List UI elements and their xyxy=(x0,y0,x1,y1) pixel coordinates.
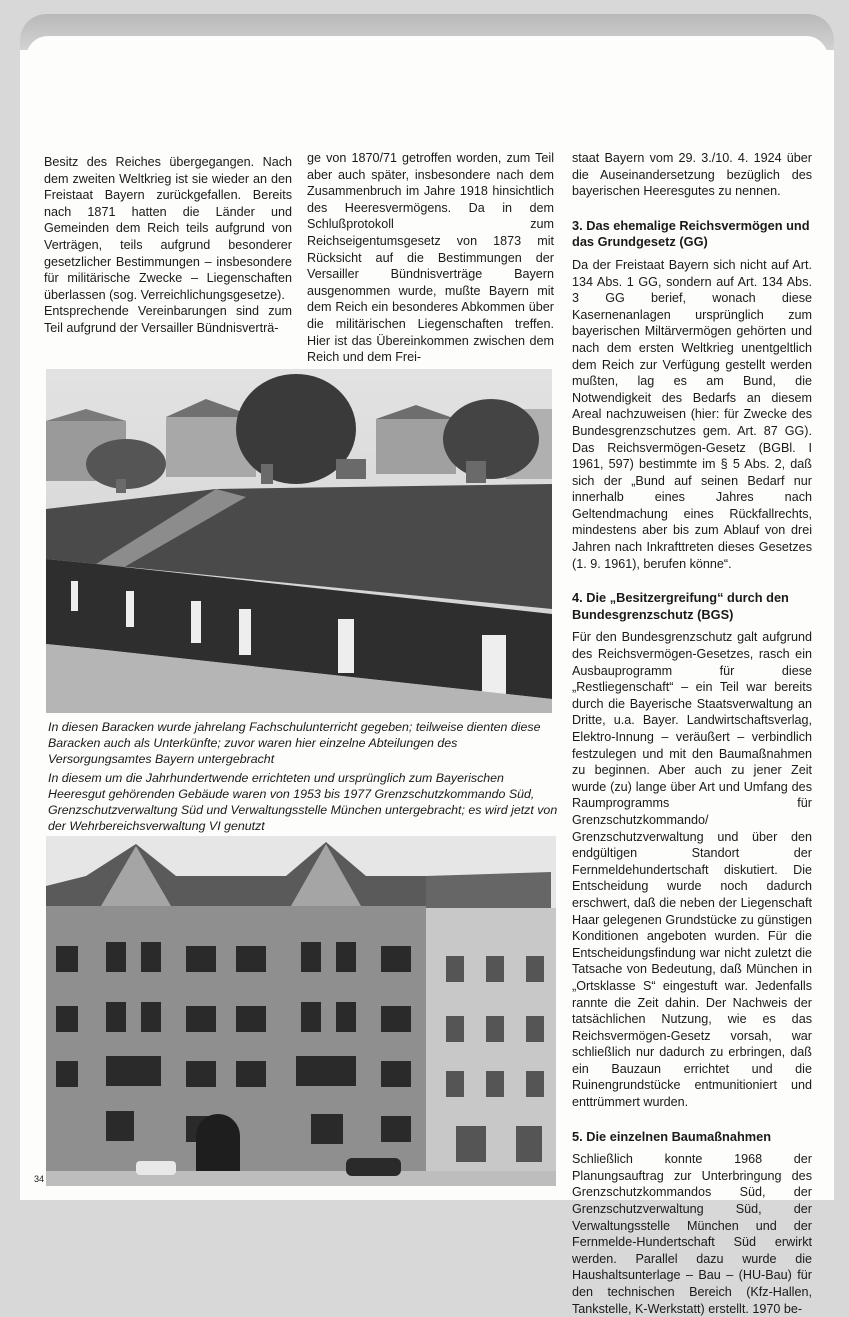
paragraph: ge von 1870/71 getroffen worden, zum Teil aber auch später, insbesondere nach dem Zusammenbruch im Jahre 1918 hinsichtlich des Heeresvermögens. Da in dem Schlußprotokoll zum Reichseigentumsgesetz von 1873 mit Rücksicht auf die Bestimmungen der Versailler Bündnisverträge Bayern ausgenommen wurde, mußte Bayern mit dem Reich ein besonderes Abkommen über die militärischen Liegenschaften treffen. Hier ist das Übereinkommen zwischen dem Reich und dem Frei- xyxy=(307,151,554,365)
section-heading: 4. Die „Besitzergreifung“ durch den Bundesgrenzschutz (BGS) xyxy=(572,590,789,622)
text-column-3 xyxy=(572,150,812,1317)
photo-caption-2: In diesem um die Jahrhundertwende errichteten und ursprünglich zum Bayerischen Heeresgut gehörenden Gebäude waren von 1953 bis 1977 Grenzschutzkommando Süd, Grenzschutzverwaltung Süd und Verwaltungsstelle München untergebracht; es wird jetzt von der Wehrbereichsverwaltung VI genutzt xyxy=(48,771,558,833)
section-heading: 3. Das ehemalige Reichsvermögen und das Grundgesetz (GG) xyxy=(572,217,810,250)
barracks-illustration xyxy=(46,369,552,713)
section-heading: 5. Die einzelnen Baumaßnahmen xyxy=(572,1128,772,1144)
paragraph: staat Bayern vom 29. 3./10. 4. 1924 über die Auseinandersetzung bezüglich des bayerischen Heeresgutes zu nennen. xyxy=(572,151,812,199)
photo-caption-1: In diesen Baracken wurde jahrelang Fachschulunterricht gegeben; teilweise dienten diese Baracken auch als Unterkünfte; zuvor waren hier einzelne Abteilungen des Versorgungsamtes Bayern untergebracht xyxy=(48,720,541,766)
building-photo xyxy=(46,836,556,1186)
building-illustration xyxy=(46,836,556,1186)
page xyxy=(20,14,834,1316)
paragraph: Da der Freistaat Bayern sich nicht auf Art. 134 Abs. 1 GG, sondern auf Art. 134 Abs. 3 GG berief, wonach diese Kasernenanlagen ursprünglich zum bayerischen Miltärvermögen gehörten und nach dem ersten Weltkrieg unentgeltlich dem Reich zur Verfügung gestellt werden mußten, lag es am Bund, die Notwendigkeit des Bedarfs an diesem Areal nachzuweisen (hier: für Zwecke des Bundesgrenzschutzes gem. Art. 87 GG). Das Reichsvermögen-Gesetz (BGBl. I 1961, 597) bestimmte im § 5 Abs. 2, daß sich der „Bund auf seinen Bedarf nur innerhalb eines Jahres nach Geltendmachung eines Rückfallrechts, mindestens aber bis zum Ablauf von drei Jahren nach Inkrafttreten dieses Gesetzes (1. 9. 1961), berufen könne“. xyxy=(572,257,812,571)
paragraph: Besitz des Reiches übergegangen. Nach dem zweiten Weltkrieg ist sie wieder an den Freistaat Bayern zurückgefallen. Bereits nach 1871 hatten die Länder und Gemeinden dem Reich teils aufgrund von Verträgen, teils aufgrund besonderer gesetzlicher Bestimmungen – insbesondere für militärische Zwecke – Liegenschaften überlassen (sog. Verreichlichungsgesetze). xyxy=(44,155,292,302)
barracks-photo xyxy=(46,369,552,713)
paragraph: Entsprechende Vereinbarungen sind zum Teil aufgrund der Versailler Bündnisverträ- xyxy=(44,304,292,335)
text-column-2 xyxy=(307,150,554,366)
page-number: 34 xyxy=(34,1174,45,1184)
paragraph: Für den Bundesgrenzschutz galt aufgrund des Reichsvermögen-Gesetzes, rasch ein Ausbauprogramm für diese „Restliegenschaft“ – ein Teil war bereits durch die Bayerische Staatsverwaltung an Dritte, u.a. Bayer. Landwirtschaftsverlag, Elektro-Innung – veräußert – verbindlich festzulegen und mit den Baumaßnahmen zu beginnen. Aber auch zu jener Zeit wurde (zu) lange über Art und Umfang des Raumprogramms für Grenzschutzkommando/ Grenzschutzverwaltung und über den endgültigen Standort der Fernmeldehundertschaft diskutiert. Die Entscheidung wurde noch dadurch erschwert, daß die neben der Liegenschaft Haar gelegenen Grundstücke zu günstigen Konditionen angeboten wurden. Für die Entscheidungsfindung war nicht zuletzt die Tatsache von Bedeutung, daß München in „Ortsklasse S“ eingestuft war. Jedenfalls rannte die Zeit dahin. Der Nachweis der tatsächlichen Nutzung, wie es das Reichsvermögen-Gesetz vorsah, war schließlich nur dadurch zu erbringen, daß ein Bauzaun errichtet und die Ruinengrundstücke entmunitioniert und enttrümmert wurden. xyxy=(572,630,812,1110)
text-column-1 xyxy=(44,154,292,337)
paragraph: Schließlich konnte 1968 der Planungsauftrag zur Unterbringung des Grenzschutzkommandos Süd, der Grenzschutzverwaltung Süd, der Verwaltungsstelle München und der Fernmelde-Hundertschaft Süd erwirkt werden. Parallel dazu wurde die Haushaltsunterlage – Bau – (HU-Bau) für den technischen Bereich (Kfz-Hallen, Tankstelle, K-Werkstatt) erstellt. 1970 be- xyxy=(572,1152,812,1316)
